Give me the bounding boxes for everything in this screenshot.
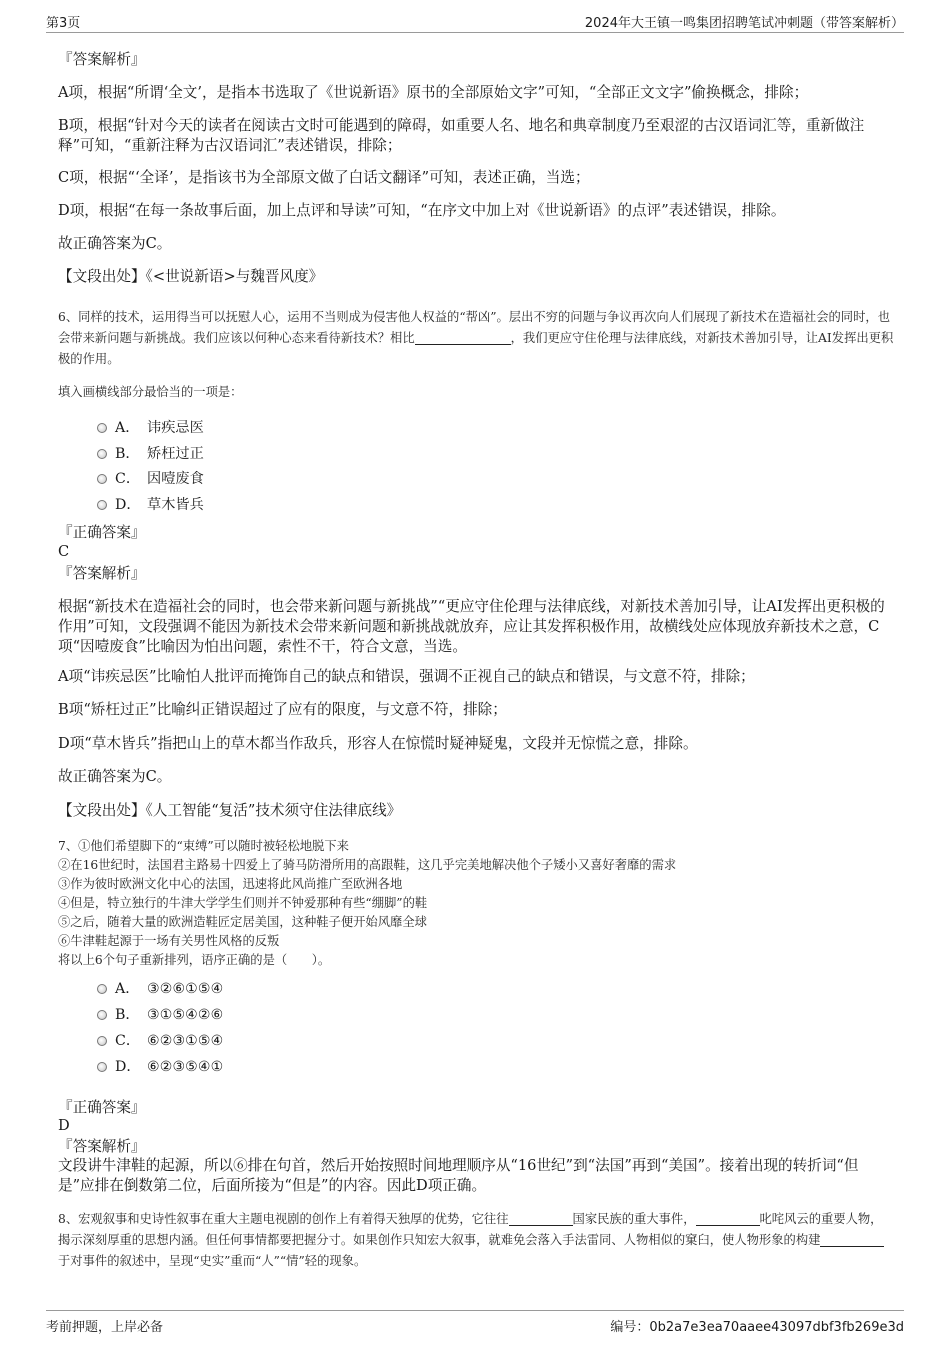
q6-source: 【文段出处】《人工智能“复活”技术须守住法律底线》 [58,802,402,819]
q7-sentence-5: ⑤之后，随着大量的欧洲造鞋匠定居美国，这种鞋子便开始风靡全球 [58,915,427,929]
q5-analysis-d: D项，根据“在每一条故事后面，加上点评和导读”可知，“在序文中加上对《世说新语》的点评”表述错误，排除。 [58,202,786,219]
q6-option-d[interactable]: D． 草木皆兵 [97,495,204,515]
q7-sentence-3: ③作为彼时欧洲文化中心的法国，迅速将此风尚推广至欧洲各地 [58,877,403,891]
radio-icon[interactable] [97,1062,107,1072]
page-footer [46,1310,904,1335]
q6-analysis-a: A项“讳疾忌医”比喻怕人批评而掩饰自己的缺点和错误，强调不正视自己的缺点和错误，与文意不符，排除； [58,668,755,685]
document-code: 编号：0b2a7e3ea70aaee43097dbf3fb269e3d [610,1320,904,1335]
radio-icon[interactable] [97,449,107,459]
q6-stem: 6、同样的技术，运用得当可以抚慰人心，运用不当则成为侵害他人权益的“帮凶”。层出不穷的问题与争议再次向人们展现了新技术在造福社会的同时，也会带来新问题与新挑战。我们应该以何种心态来看待新技术？相比 ，我们更应守住伦理与法律底线，对新技术善加引导，让AI发挥出更积极的作用。 [58,310,894,366]
radio-icon[interactable] [97,423,107,433]
q6-option-a[interactable]: A． 讳疾忌医 [97,418,204,438]
q6-answer-label: 『正确答案』 [58,524,146,541]
q5-analysis-b: B项，根据“针对今天的读者在阅读古文时可能遇到的障碍，如重要人名、地名和典章制度乃至艰涩的古汉语词汇等，重新做注释”可知，“重新注释为古汉语词汇”表述错误，排除； [58,117,865,154]
q7-prompt: 将以上6个句子重新排列，语序正确的是（ ）。 [58,953,331,967]
q5-analysis-label: 『答案解析』 [58,51,146,68]
q7-sentence-2: ②在16世纪时，法国君主路易十四爱上了骑马防滑所用的高跟鞋，这几乎完美地解决他个子矮小又喜好奢靡的需求 [58,858,677,872]
q7-option-b[interactable]: B． ③①⑤④②⑥ [97,1005,223,1025]
q6-blank [415,332,511,345]
q7-analysis-label: 『答案解析』 [58,1138,146,1155]
radio-icon[interactable] [97,500,107,510]
q6-answer: C [58,543,70,560]
q6-analysis-b: B项“矫枉过正”比喻纠正错误超过了应有的限度，与文意不符，排除； [58,701,507,718]
q5-conclusion: 故正确答案为C。 [58,235,172,252]
footer-slogan: 考前押题，上岸必备 [46,1320,164,1335]
q7-answer: D [58,1117,70,1134]
q6-analysis-main: 根据“新技术在造福社会的同时，也会带来新问题与新挑战”“更应守住伦理与法律底线，对新技术善加引导，让AI发挥出更积极的作用”可知，文段强调不能因为新技术会带来新问题和新挑战就放弃，应让其发挥积极作用，故横线处应体现放弃新技术之意，C项“因噎废食”比喻因为怕出问题，索性不干，符合文意，当选。 [58,598,885,655]
q6-analysis-d: D项“草木皆兵”指把山上的草木都当作敌兵，形容人在惊慌时疑神疑鬼，文段并无惊慌之意，排除。 [58,735,698,752]
q7-answer-label: 『正确答案』 [58,1099,146,1116]
q8-blank-1 [509,1213,573,1226]
q7-analysis: 文段讲牛津鞋的起源，所以⑥排在句首，然后开始按照时间地理顺序从“16世纪”到“法国”再到“美国”。接着出现的转折词“但是”应排在倒数第二位，后面所接为“但是”的内容。因此D项正确。 [58,1157,859,1194]
page-number: 第3页 [46,16,81,31]
q8-stem: 8、宏观叙事和史诗性叙事在重大主题电视剧的创作上有着得天独厚的优势，它往往 国家民族的重大事件， 叱咤风云的重要人物，揭示深刻厚重的思想内涵。但任何事情都要把握分寸。如果创作只知宏大叙事，就难免会落入手法雷同、人物相似的窠臼，使人物形象的构建于对事件的叙述中，呈现“史实”重而“人”“情”轻的现象。 [58,1212,883,1268]
q5-analysis-c: C项，根据“‘全译’，是指该书为全部原文做了白话文翻译”可知，表述正确，当选； [58,169,590,186]
q8-blank-3 [820,1234,884,1247]
radio-icon[interactable] [97,984,107,994]
q6-option-b[interactable]: B． 矫枉过正 [97,444,204,464]
q7-sentence-4: ④但是，特立独行的牛津大学学生们则并不钟爱那种有些“绷脚”的鞋 [58,896,428,910]
q8-blank-2 [696,1213,760,1226]
radio-icon[interactable] [97,1036,107,1046]
q5-analysis-a: A项，根据“所谓‘全文’，是指本书选取了《世说新语》原书的全部原始文字”可知，“全部正文文字”偷换概念，排除； [58,84,809,101]
radio-icon[interactable] [97,1010,107,1020]
q5-source: 【文段出处】《<世说新语>与魏晋风度》 [58,268,324,285]
q6-prompt: 填入画横线部分最恰当的一项是： [58,385,243,399]
q7-option-c[interactable]: C． ⑥②③①⑤④ [97,1031,223,1051]
radio-icon[interactable] [97,474,107,484]
q7-sentence-1: 7、①他们希望脚下的“束缚”可以随时被轻松地脱下来 [58,839,349,853]
document-title: 2024年大王镇一鸣集团招聘笔试冲刺题（带答案解析） [584,16,904,31]
page-header [46,10,904,33]
q7-option-a[interactable]: A． ③②⑥①⑤④ [97,979,223,999]
q6-conclusion: 故正确答案为C。 [58,768,172,785]
q6-analysis-label: 『答案解析』 [58,565,146,582]
q6-option-c[interactable]: C． 因噎废食 [97,469,204,489]
q7-sentence-6: ⑥牛津鞋起源于一场有关男性风格的反叛 [58,934,280,948]
q7-option-d[interactable]: D． ⑥②③⑤④① [97,1057,223,1077]
